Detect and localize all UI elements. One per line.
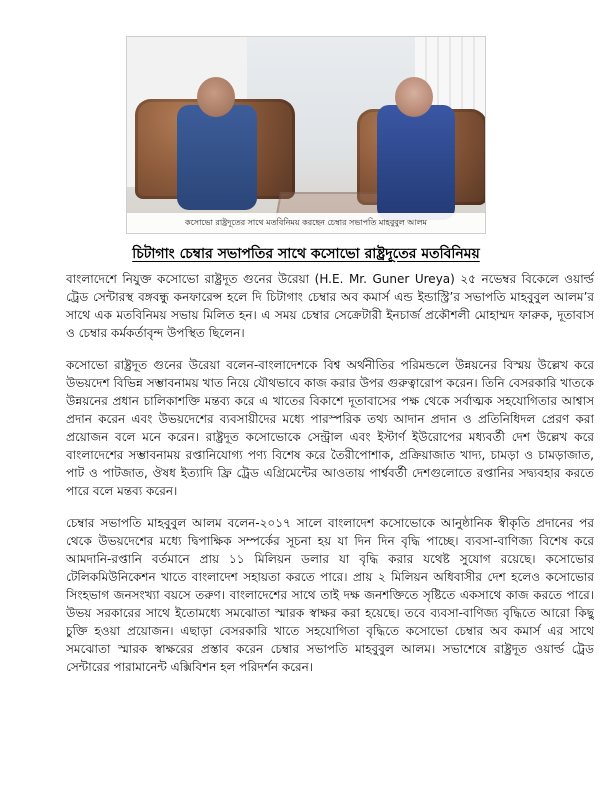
photo-caption: কসোভো রাষ্ট্রদূতের সাথে মতবিনিময় করছেন চেম্বার সভাপতি মাহবুবুল আলম: [127, 213, 485, 233]
left-person-head: [197, 77, 235, 117]
article-body: [66, 270, 594, 780]
right-person: [377, 105, 455, 220]
meeting-photo: [126, 36, 486, 234]
right-person-head: [395, 77, 433, 117]
paragraph-1: বাংলাদেশে নিযুক্ত কসোভো রাষ্ট্রদূত গুনের উরেয়া (H.E. Mr. Guner Ureya) ২৫ নভেম্বর বিকেলে ওয়ার্ল্ড ট্রেড সেন্টারস্থ বঙ্গবন্ধু কনফারেন্স হলে দি চিটাগাং চেম্বার অব কমার্স এন্ড ইন্ডাস্ট্রি’র সভাপতি মাহবুবুল আলম’র সাথে এক মতবিনিময় সভায় মিলিত হন। এ সময় চেম্বার সেক্রেটারী ইনচার্জ প্রকৌশলী মোহাম্মদ ফারুক, দূতাবাস ও চেম্বার কর্মকর্তাবৃন্দ উপস্থিত ছিলেন।: [66, 272, 594, 340]
left-person: [177, 105, 257, 210]
article-title: চিটাগাং চেম্বার সভাপতির সাথে কসোভো রাষ্ট্রদূতের মতবিনিময়: [132, 246, 480, 262]
paragraph-3: চেম্বার সভাপতি মাহবুবুল আলম বলেন-২০১৭ সালে বাংলাদেশ কসোভোকে আনুষ্ঠানিক স্বীকৃতি প্রদানের পর থেকে উভয়দেশের মধ্যে দ্বিপাক্ষিক সম্পর্কের সূচনা হয় যা দিন দিন বৃদ্ধি পাচ্ছে। ব্যবসা-বাণিজ্য বিশেষ করে আমদানি-রপ্তানি বর্তমানে প্রায় ১১ মিলিয়ন ডলার যা বৃদ্ধি করার যথেষ্ট সুযোগ রয়েছে। কসোভোর টেলিকমিউনিকেশন খাতে বাংলাদেশ সহায়তা করতে পারে। প্রায় ২ মিলিয়ন অধিবাসীর দেশ হলেও কসোভোর সিংহভাগ জনসংখ্যা বয়সে তরুণ। বাংলাদেশের সাথে তাই দক্ষ জনশক্তিতে সৃষ্টিতে একসাথে কাজ করতে পারে। উভয় সরকারের সাথে ইতোমধ্যে সমঝোতা স্মারক স্বাক্ষর করা হয়েছে। তবে ব্যবসা-বাণিজ্য বৃদ্ধিতে আরো কিছু চুক্তি হওয়া প্রয়োজন। এছাড়া বেসরকারি খাতে সহযোগিতা বৃদ্ধিতে কসোভো চেম্বার অব কমার্স এর সাথে সমঝোতা স্মারক স্বাক্ষরের প্রস্তাব করেন চেম্বার সভাপতি মাহবুবুল আলম। সভাশেষে রাষ্ট্রদূত ওয়ার্ল্ড ট্রেড সেন্টারের পারামানেন্ট এক্সিবিশন হল পরিদর্শন করেন।: [66, 516, 594, 674]
paragraph-2: কসোভো রাষ্ট্রদূত গুনের উরেয়া বলেন-বাংলাদেশকে বিশ্ব অর্থনীতির পরিমন্ডলে উন্নয়নের বিস্ময় উল্লেখ করে উভয়দেশ বিভিন্ন সম্ভাবনাময় খাত নিয়ে যৌথভাবে কাজ করার উপর গুরুত্বারোপ করেন। তিনি বেসরকারি খাতকে উন্নয়নের প্রধান চালিকাশক্তি মন্তব্য করে এ খাতের বিকাশে দূতাবাসের পক্ষ থেকে সর্বাত্মক সহযোগিতার আশ্বাস প্রদান করেন এবং উভয়দেশের ব্যবসায়ীদের মধ্যে পারস্পরিক তথ্য আদান প্রদান ও প্রতিনিধিদল প্রেরণ করা প্রয়োজন বলে মনে করেন। রাষ্ট্রদূত কসোভোকে সেন্ট্রাল এবং ইস্টার্ণ ইউরোপের মধ্যবর্তী দেশ উল্লেখ করে বাংলাদেশের সম্ভাবনাময় রপ্তানিযোগ্য পণ্য বিশেষ করে তৈরীপোশাক, প্রক্রিয়াজাত খাদ্য, চামড়া ও চামড়াজাত, পাট ও পাটজাত, ঔষধ ইত্যাদি ফ্রি ট্রেড এগ্রিমেন্টের আওতায় পার্শ্ববর্তী দেশগুলোতে রপ্তানির সদ্ব্যবহার করতে পারে বলে মন্তব্য করেন।: [66, 358, 594, 498]
